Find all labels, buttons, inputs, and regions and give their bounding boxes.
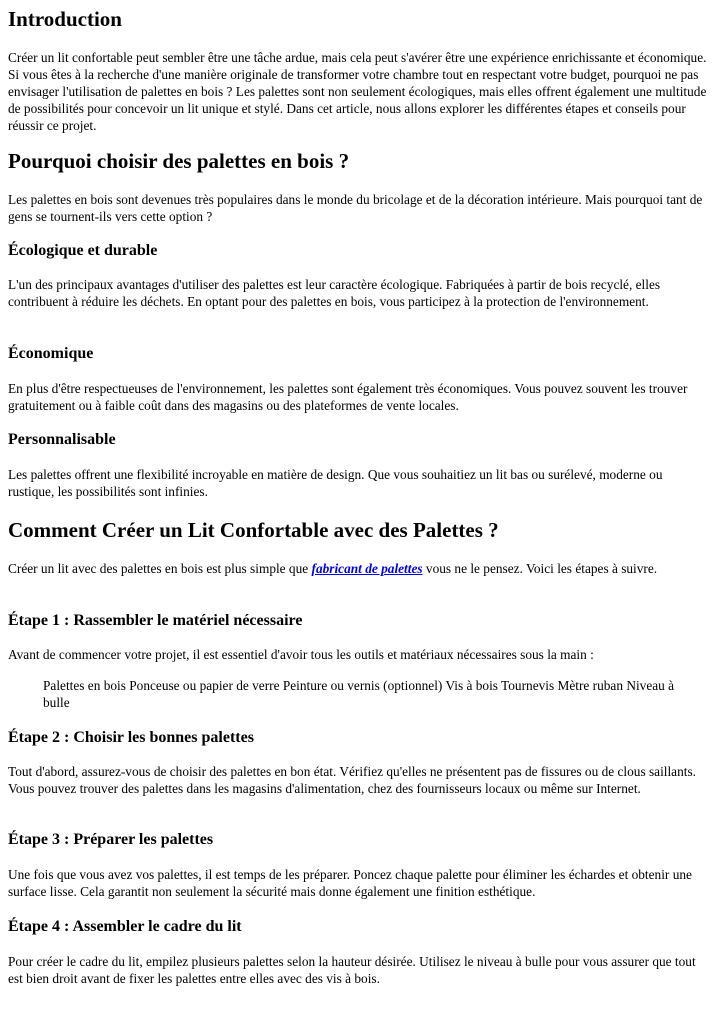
paragraph-ecological: L'un des principaux avantages d'utiliser des palettes est leur caractère écologique. Fabriquées à partir de bois recyclé, elles contribuent à réduire les déchets. En optant pour des palettes en bois, vous participez à la protection de l'environnement. [8,277,661,309]
paragraph-why-pallets: Les palettes en bois sont devenues très populaires dans le monde du bricolage et de la décoration intérieure. Mais pourquoi tant de gens se tournent-ils vers cette option ? [8,192,703,224]
paragraph-step-2: Tout d'abord, assurez-vous de choisir des palettes en bon état. Vérifiez qu'elles ne présentent pas de fissures ou de clous saillants. Vous pouvez trouver des palettes dans les magasins d'alimentation, chez des fournisseurs locaux ou même sur Internet. [8,764,696,796]
heading-introduction: Introduction [8,7,122,31]
how-text-after: vous ne le pensez. Voici les étapes à suivre. [422,561,658,576]
heading-ecological: Écologique et durable [8,242,158,259]
heading-step-2: Étape 2 : Choisir les bonnes palettes [8,729,254,746]
paragraph-step-3: Une fois que vous avez vos palettes, il est temps de les préparer. Poncez chaque palette pour éliminer les échardes et obtenir une surface lisse. Cela garantit non seulement la sécurité mais donne également une finition esthétique. [8,867,692,899]
heading-step-4: Étape 4 : Assembler le cadre du lit [8,918,242,935]
heading-customizable: Personnalisable [8,431,116,448]
materials-list: Palettes en bois Ponceuse ou papier de verre Peinture ou vernis (optionnel) Vis à bois Tournevis Mètre ruban Niveau à bulle [43,678,675,710]
paragraph-customizable: Les palettes offrent une flexibilité incroyable en matière de design. Que vous souhaitiez un lit bas ou surélevé, moderne ou rustique, les possibilités sont infinies. [8,467,663,499]
paragraph-economical: En plus d'être respectueuses de l'environnement, les palettes sont également très économiques. Vous pouvez souvent les trouver gratuitement ou à faible coût dans des magasins ou des plateformes de vente locales. [8,381,688,413]
link-fabricant-de-palettes[interactable]: fabricant de palettes [311,561,423,576]
how-text-before: Créer un lit avec des palettes en bois est plus simple que [8,561,312,576]
heading-why-pallets: Pourquoi choisir des palettes en bois ? [8,149,350,173]
heading-step-1: Étape 1 : Rassembler le matériel nécessaire [8,612,303,629]
heading-economical: Économique [8,345,94,362]
heading-how-to: Comment Créer un Lit Confortable avec des Palettes ? [8,518,499,542]
paragraph-how-to [8,560,710,577]
heading-step-3: Étape 3 : Préparer les palettes [8,831,214,848]
paragraph-step-1: Avant de commencer votre projet, il est essentiel d'avoir tous les outils et matériaux nécessaires sous la main : [8,647,594,662]
paragraph-step-4: Pour créer le cadre du lit, empilez plusieurs palettes selon la hauteur désirée. Utilisez le niveau à bulle pour vous assurer que tout est bien droit avant de fixer les palettes entre elles avec des vis à bois. [8,954,696,986]
paragraph-introduction: Créer un lit confortable peut sembler être une tâche ardue, mais cela peut s'avérer être une expérience enrichissante et économique. Si vous êtes à la recherche d'une manière originale de transformer votre chambre tout en respectant votre budget, pourquoi ne pas envisager l'utilisation de palettes en bois ? Les palettes sont non seulement écologiques, mais elles offrent également une multitude de possibilités pour concevoir un lit unique et stylé. Dans cet article, nous allons explorer les différentes étapes et conseils pour réussir ce projet. [8,50,707,133]
